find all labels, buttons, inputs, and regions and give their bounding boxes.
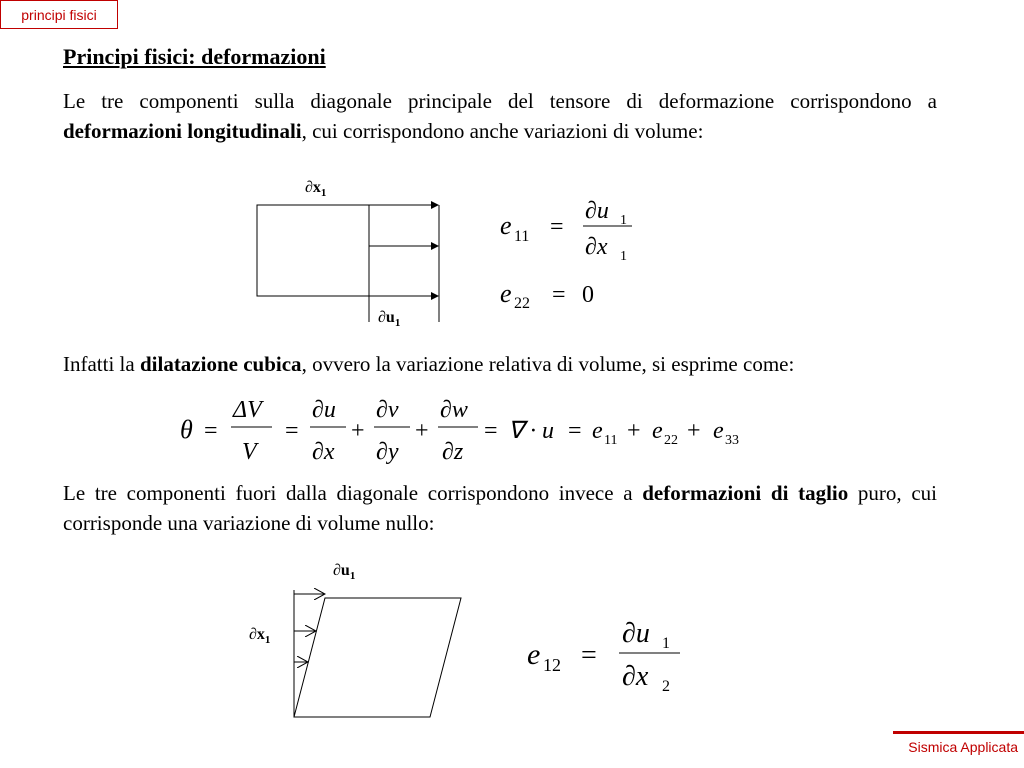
svg-text:11: 11 bbox=[604, 433, 618, 448]
svg-text:V: V bbox=[242, 439, 257, 465]
svg-text:∂x: ∂x bbox=[622, 661, 649, 692]
svg-text:=: = bbox=[204, 418, 218, 444]
svg-text:∂x: ∂x bbox=[585, 234, 608, 260]
svg-text:+: + bbox=[687, 418, 701, 444]
p2-bold: dilatazione cubica bbox=[139, 352, 302, 376]
footer-label: Sismica Applicata bbox=[908, 739, 1018, 755]
svg-text:∂y: ∂y bbox=[376, 439, 399, 465]
svg-text:∂v: ∂v bbox=[376, 397, 399, 423]
svg-text:θ: θ bbox=[180, 415, 193, 444]
svg-text:ΔV: ΔV bbox=[233, 397, 262, 423]
svg-text:∇ · u: ∇ · u bbox=[508, 418, 555, 444]
svg-text:=: = bbox=[568, 418, 582, 444]
svg-text:e: e bbox=[652, 418, 663, 444]
svg-text:e: e bbox=[500, 211, 512, 240]
svg-text:=: = bbox=[285, 418, 299, 444]
svg-text:e: e bbox=[527, 638, 541, 671]
svg-text:∂x: ∂x bbox=[312, 439, 335, 465]
svg-text:33: 33 bbox=[725, 433, 739, 448]
svg-text:e: e bbox=[713, 418, 724, 444]
equation-e22 bbox=[500, 279, 594, 312]
p3-bold: deformazioni di taglio bbox=[642, 481, 849, 505]
figure2-label-dx1: $\partial x_1$ bbox=[249, 626, 271, 646]
svg-text:∂u: ∂u bbox=[312, 397, 336, 423]
svg-text:=: = bbox=[550, 214, 564, 240]
figure1-label-du1: $\partial u_1$ bbox=[378, 309, 401, 329]
svg-text:22: 22 bbox=[664, 433, 678, 448]
longitudinal-deformation-figure bbox=[257, 179, 439, 329]
svg-text:22: 22 bbox=[514, 295, 530, 312]
svg-text:e: e bbox=[592, 418, 603, 444]
equation-e11 bbox=[500, 198, 632, 264]
p2-text-a: Infatti la bbox=[63, 352, 140, 376]
p1-text-c: , cui corrispondono anche variazioni di volume: bbox=[301, 119, 704, 143]
slide-title: Principi fisici: deformazioni bbox=[63, 44, 326, 69]
p3-text-c: puro, cui corrisponde una variazione di volume nullo: bbox=[63, 481, 938, 535]
svg-text:0: 0 bbox=[582, 282, 594, 308]
svg-text:∂u: ∂u bbox=[585, 198, 609, 224]
svg-text:∂u: ∂u bbox=[622, 618, 650, 649]
svg-text:+: + bbox=[415, 418, 429, 444]
svg-text:+: + bbox=[351, 418, 365, 444]
svg-text:2: 2 bbox=[662, 678, 670, 695]
section-tag-label: principi fisici bbox=[21, 6, 97, 23]
svg-text:∂z: ∂z bbox=[442, 439, 464, 465]
svg-text:12: 12 bbox=[543, 655, 561, 675]
svg-text:∂w: ∂w bbox=[440, 397, 468, 423]
svg-text:11: 11 bbox=[514, 228, 530, 245]
svg-text:1: 1 bbox=[620, 249, 627, 264]
sheared-element-parallelogram bbox=[294, 598, 461, 717]
footer-divider bbox=[893, 731, 1024, 734]
p2-text-c: , ovvero la variazione relativa di volume, si esprime come: bbox=[301, 352, 795, 376]
original-element-rect bbox=[257, 205, 369, 296]
figure2-label-du1: $\partial u_1$ bbox=[333, 562, 356, 582]
svg-text:1: 1 bbox=[620, 213, 627, 228]
svg-text:=: = bbox=[581, 640, 597, 671]
svg-text:=: = bbox=[552, 282, 566, 308]
equation-cubic-dilatation bbox=[180, 397, 739, 465]
equation-e12 bbox=[527, 618, 680, 695]
svg-text:1: 1 bbox=[662, 635, 670, 652]
svg-text:=: = bbox=[484, 418, 498, 444]
shear-deformation-figure bbox=[249, 562, 461, 717]
svg-text:e: e bbox=[500, 279, 512, 308]
p3-text-a: Le tre componenti fuori dalla diagonale corrispondono invece a bbox=[63, 481, 643, 505]
figure1-label-dx1: $\partial x_1$ bbox=[305, 179, 327, 199]
p1-bold: deformazioni longitudinali bbox=[63, 119, 302, 143]
p1-text-a: Le tre componenti sulla diagonale principale del tensore di deformazione corrispondono a bbox=[63, 89, 937, 113]
svg-text:+: + bbox=[627, 418, 641, 444]
